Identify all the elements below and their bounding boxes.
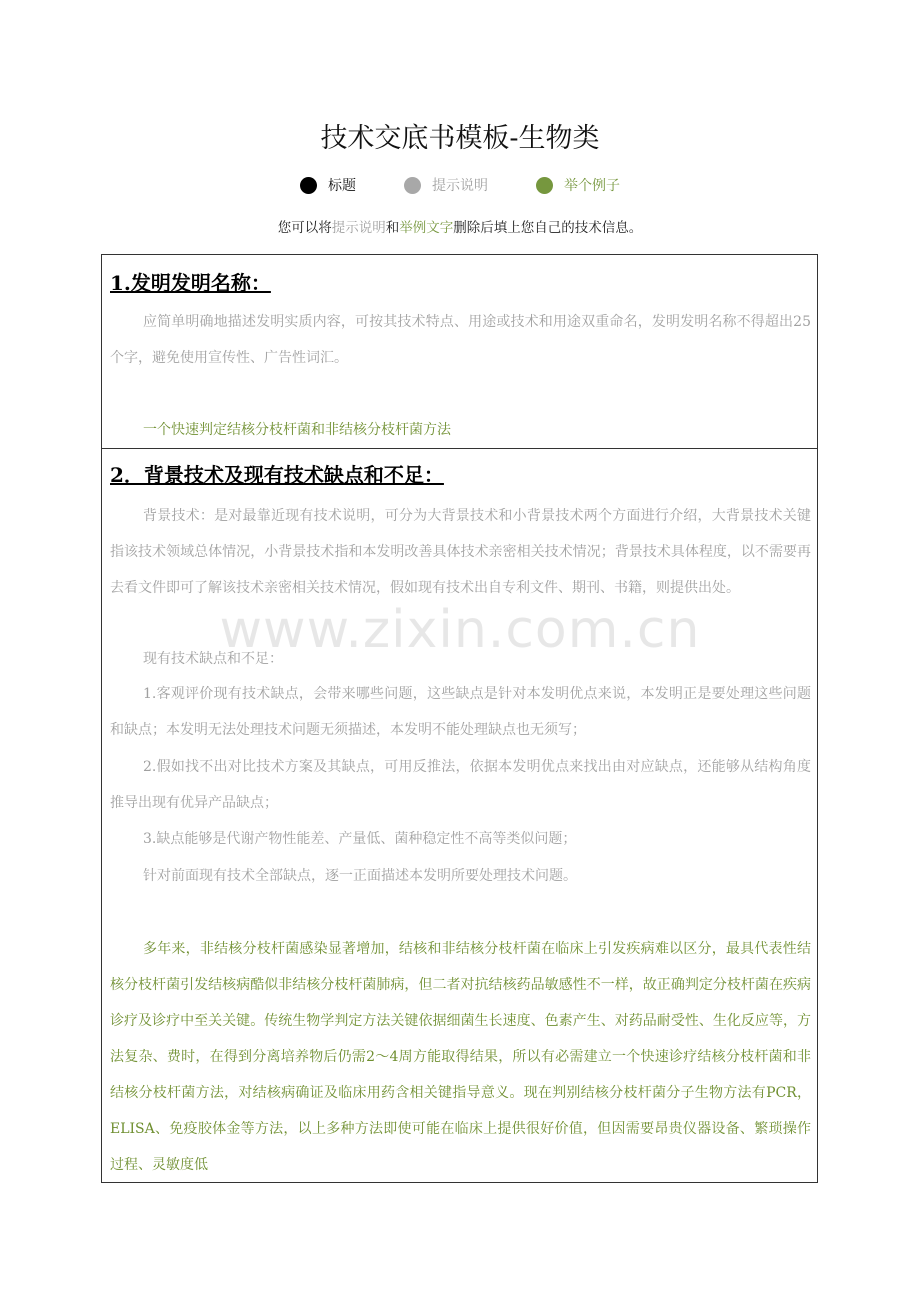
- instruction-part-5: 删除后填上您自己的技术信息。: [453, 220, 643, 236]
- watermark: www.zixin.com.cn: [219, 600, 701, 660]
- section2-hint-defects-title: 现有技术缺点和不足：: [143, 651, 283, 667]
- black-dot-icon: [300, 177, 317, 194]
- section2-hint-item-3: 3.缺点能够是代谢产物性能差、产量低、菌种稳定性不高等类似问题；: [143, 831, 577, 847]
- section2-heading: 2．背景技术及现有技术缺点和不足：: [110, 463, 444, 487]
- section1-example: 一个快速判定结核分枝杆菌和非结核分枝杆菌方法: [143, 422, 451, 438]
- form-table: [101, 254, 818, 1183]
- legend-label-example: 举个例子: [564, 178, 620, 194]
- section-background: [102, 449, 817, 1182]
- section1-heading: 1.发明发明名称：: [110, 271, 271, 295]
- instruction-part-1: 您可以将: [277, 220, 332, 236]
- gray-dot-icon: [404, 177, 421, 194]
- instruction-text: [0, 216, 920, 236]
- section-invention-name: [102, 255, 817, 449]
- section2-example: 多年来，非结核分枝杆菌感染显著增加，结核和非结核分枝杆菌在临床上引发疾病难以区分，最具代表性结核分枝杆菌引发结核病酷似非结核分枝杆菌肺病，但二者对抗结核药品敏感性不一样，故正确判定分枝杆菌在疾病诊疗及诊疗中至关关键。传统生物学判定方法关键依据细菌生长速度、色素产生、对药品耐受性、生化反应等，方法复杂、费时，在得到分离培养物后仍需2～4周方能取得结果，所以有必需建立一个快速诊疗结核分枝杆菌和非结核分枝杆菌方法，对结核病确证及临床用药含相关键指导意义。现在判别结核分枝杆菌分子生物方法有PCR，ELISA、免疫胶体金等方法，以上多种方法即使可能在临床上提供很好价值，但因需要昂贵仪器设备、繁琐操作过程、灵敏度低: [110, 941, 811, 1173]
- color-legend: [0, 175, 920, 195]
- section2-hint-summary: 针对前面现有技术全部缺点，逐一正面描述本发明所要处理技术问题。: [143, 868, 577, 884]
- document-title: 技术交底书模板-生物类: [320, 123, 600, 154]
- legend-item-example: [536, 175, 620, 195]
- green-dot-icon: [536, 177, 553, 194]
- section2-hint-background: 背景技术：是对最靠近现有技术说明，可分为大背景技术和小背景技术两个方面进行介绍，大背景技术关键指该技术领域总体情况，小背景技术指和本发明改善具体技术亲密相关技术情况；背景技术具体程度，以不需要再去看文件即可了解该技术亲密相关技术情况，假如现有技术出自专利文件、期刊、书籍，则提供出处。: [110, 508, 811, 596]
- legend-label-hint: 提示说明: [432, 178, 488, 194]
- section1-hint: 应简单明确地描述发明实质内容，可按其技术特点、用途或技术和用途双重命名，发明发明名称不得超出25个字，避免使用宣传性、广告性词汇。: [110, 314, 811, 366]
- instruction-part-3: 和: [385, 220, 400, 236]
- instruction-example-word: 举例文字: [399, 220, 454, 236]
- legend-label-heading: 标题: [328, 178, 356, 194]
- section2-hint-item-2: 2.假如找不出对比技术方案及其缺点，可用反推法，依据本发明优点来找出由对应缺点，还能够从结构角度推导出现有优异产品缺点；: [110, 759, 811, 811]
- section2-hint-item-1: 1.客观评价现有技术缺点，会带来哪些问题，这些缺点是针对本发明优点来说，本发明正是要处理这些问题和缺点；本发明无法处理技术问题无须描述，本发明不能处理缺点也无须写；: [110, 686, 811, 738]
- legend-item-heading: [300, 175, 356, 195]
- legend-item-hint: [404, 175, 488, 195]
- instruction-hint-word: 提示说明: [331, 220, 386, 236]
